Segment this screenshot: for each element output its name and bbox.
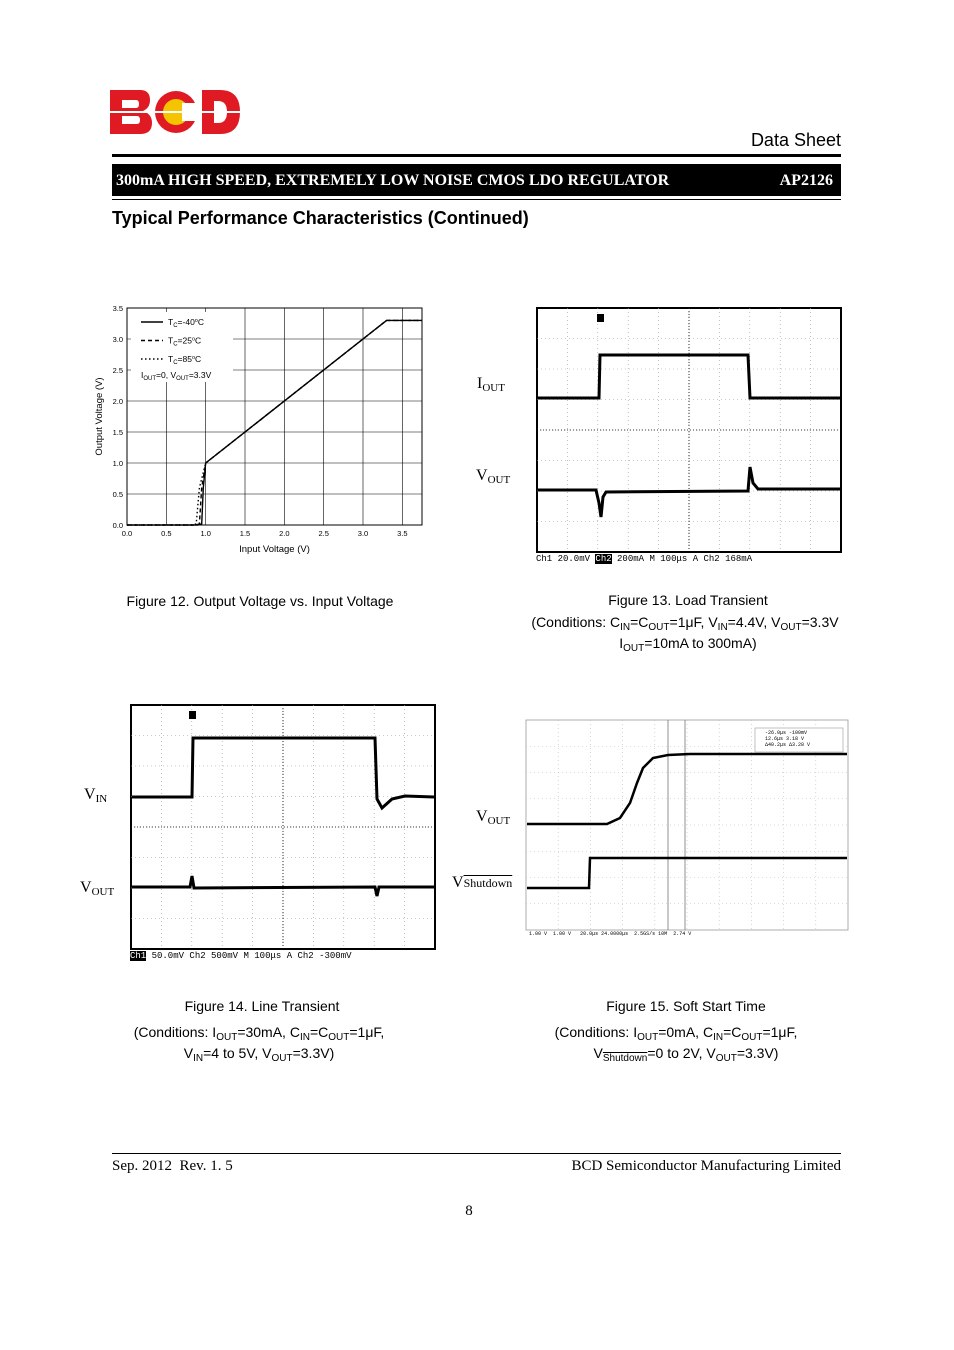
y-tick-label: 3.5 xyxy=(112,304,123,313)
legend-label: $T_C=-40^oC$ xyxy=(168,317,204,329)
page-number: 8 xyxy=(465,1203,473,1219)
fig15-vout-label: $V_{OUT}$ xyxy=(476,808,511,827)
footer-company: BCD Semiconductor Manufacturing Limited xyxy=(571,1158,841,1174)
footer-date-rev: Sep. 2012 Rev. 1. 5 xyxy=(112,1158,233,1174)
title-banner xyxy=(112,164,841,196)
x-tick-label: 2.5 xyxy=(318,529,329,538)
legend-label: $T_C=25^oC$ xyxy=(168,335,202,348)
figure-13-caption: Figure 13. Load Transient xyxy=(608,592,768,608)
figure-12 xyxy=(88,300,438,565)
x-tick-label: 0.0 xyxy=(121,529,133,538)
y-tick-label: 1.5 xyxy=(112,428,123,437)
fig14-status-bar: Ch1 50.0mV Ch2 500mV M 100μs A Ch2 -300mV xyxy=(130,951,352,961)
company-logo xyxy=(110,88,242,136)
figure-14-caption: Figure 14. Line Transient xyxy=(184,998,340,1014)
x-tick-label: 0.5 xyxy=(161,529,172,538)
legend-condition: $I_{OUT}=0$, $V_{OUT}=3.3V$ xyxy=(141,370,212,382)
x-tick-label: 1.0 xyxy=(200,529,211,538)
y-tick-label: 3.0 xyxy=(112,335,123,344)
figure-14-conditions-2: $V_{IN}=4$ to 5V, $V_{OUT}=3.3V$) xyxy=(183,1045,335,1064)
y-tick-label: 0.5 xyxy=(112,490,123,499)
figure-15-conditions-1: (Conditions: $I_{OUT}=0mA$, $C_{IN}=C_{OUT}=1\mu F$, xyxy=(554,1024,798,1043)
doc-type: Data Sheet xyxy=(750,130,841,150)
figure-15-scope xyxy=(525,718,849,944)
header-rule xyxy=(112,154,841,157)
figure-13-conditions-1: (Conditions: $C_{IN}=C_{OUT}=1\mu F$, $V_{IN}=4.4V$, $V_{OUT}=3.3V$ xyxy=(531,614,839,633)
figure-14-scope xyxy=(130,704,436,964)
footer-rule xyxy=(112,1153,841,1154)
fig13-iout-label: $I_{OUT}$ xyxy=(477,375,505,394)
figure-15-caption: Figure 15. Soft Start Time xyxy=(606,998,766,1014)
figure-13-conditions-2: $I_{OUT}=10mA$ to 300mA) xyxy=(619,635,757,654)
x-tick-label: 3.5 xyxy=(397,529,408,538)
fig13-vout-label: $V_{OUT}$ xyxy=(476,467,511,486)
output-voltage-chart xyxy=(88,300,438,565)
x-tick-label: 3.0 xyxy=(357,529,369,538)
figure-14-conditions-1: (Conditions: $I_{OUT}=30mA$, $C_{IN}=C_{OUT}=1\mu F$, xyxy=(133,1024,385,1043)
figure-12-caption: Figure 12. Output Voltage vs. Input Voltage xyxy=(126,593,394,609)
x-tick-label: 1.5 xyxy=(239,529,251,538)
y-tick-label: 1.0 xyxy=(112,459,123,468)
fig14-vin-label: $V_{IN}$ xyxy=(84,786,108,805)
x-axis-label: Input Voltage (V) xyxy=(239,544,310,555)
section-title: Typical Performance Characteristics (Continued) xyxy=(112,208,529,228)
figure-13-scope xyxy=(536,307,842,567)
y-tick-label: 2.0 xyxy=(112,397,123,406)
fig15-status-bar: 1.00 V 1.00 V 20.0μs 24.0000μs 2.5GS/s 10M 2.74 V xyxy=(529,931,692,937)
fig14-vout-label: $V_{OUT}$ xyxy=(80,879,115,898)
x-tick-label: 2.0 xyxy=(279,529,290,538)
fig13-status-bar: Ch1 20.0mV Ch2 200mA M 100μs A Ch2 168mA xyxy=(536,554,753,564)
banner-underline xyxy=(112,199,841,200)
part-number: AP2126 xyxy=(779,172,833,189)
legend-label: $T_C=85^oC$ xyxy=(168,354,202,366)
fig15-vshutdown-label: VShutdown xyxy=(452,874,513,891)
banner-title: 300mA HIGH SPEED, EXTREMELY LOW NOISE CMOS LDO REGULATOR xyxy=(116,172,670,189)
fig15-readout: -26.0μs -100mV 12.6μs 3.18 V Δ40.2μs Δ3.28 V xyxy=(765,730,811,748)
y-axis-label: Output Voltage (V) xyxy=(94,377,105,456)
figure-15-conditions-2: $V_{Shutdown}=0$ to 2V, $V_{OUT}=3.3V$) xyxy=(593,1045,779,1064)
y-tick-label: 2.5 xyxy=(112,366,123,375)
y-tick-label: 0.0 xyxy=(112,521,123,530)
